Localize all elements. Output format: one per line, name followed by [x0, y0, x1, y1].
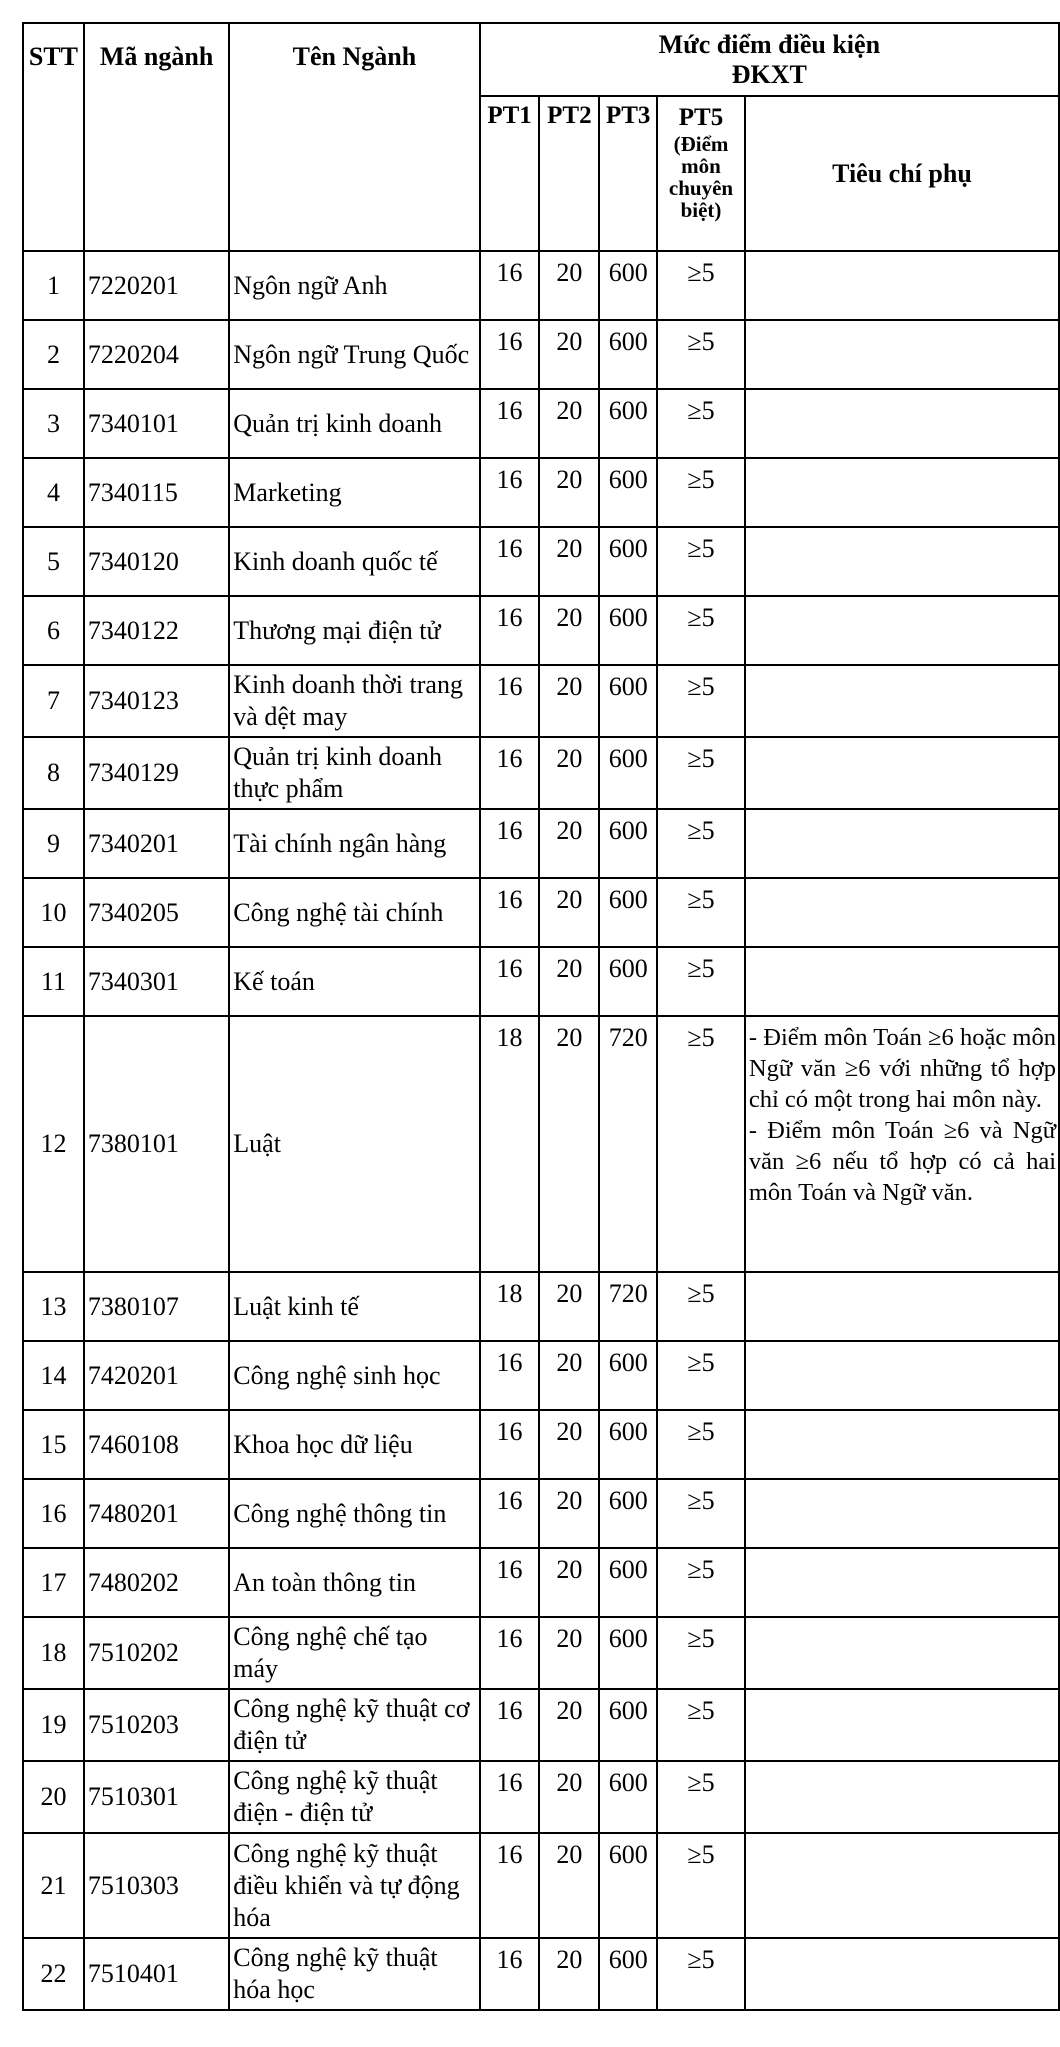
header-ten-nganh: Tên Ngành [229, 23, 479, 251]
row-stt: 13 [23, 1272, 84, 1341]
row-stt: 11 [23, 947, 84, 1016]
row-pt5: ≥5 [657, 596, 745, 665]
row-pt1: 16 [480, 1479, 540, 1548]
row-stt: 10 [23, 878, 84, 947]
row-pt5: ≥5 [657, 1272, 745, 1341]
row-pt1: 16 [480, 1833, 540, 1938]
row-pt5: ≥5 [657, 809, 745, 878]
row-ma-nganh: 7480201 [84, 1479, 229, 1548]
row-ma-nganh: 7510301 [84, 1761, 229, 1833]
row-pt1: 16 [480, 1689, 540, 1761]
row-tieu-chi-phu [745, 665, 1059, 737]
row-ten-nganh: Kinh doanh thời trang và dệt may [229, 665, 479, 737]
row-ten-nganh: Công nghệ sinh học [229, 1341, 479, 1410]
row-pt3: 720 [599, 1016, 657, 1272]
table-row [23, 1617, 1059, 1689]
header-pt3: PT3 [599, 96, 657, 251]
row-stt: 4 [23, 458, 84, 527]
row-pt2: 20 [539, 878, 599, 947]
row-pt5: ≥5 [657, 1938, 745, 2010]
row-pt5: ≥5 [657, 527, 745, 596]
row-ten-nganh: Công nghệ kỹ thuật hóa học [229, 1938, 479, 2010]
header-row-top [23, 23, 1059, 96]
row-stt: 2 [23, 320, 84, 389]
row-ten-nganh: Kinh doanh quốc tế [229, 527, 479, 596]
row-pt3: 600 [599, 947, 657, 1016]
row-pt1: 16 [480, 665, 540, 737]
row-ma-nganh: 7510203 [84, 1689, 229, 1761]
row-pt1: 16 [480, 1341, 540, 1410]
row-stt: 21 [23, 1833, 84, 1938]
row-ma-nganh: 7380107 [84, 1272, 229, 1341]
row-pt3: 600 [599, 1479, 657, 1548]
row-stt: 1 [23, 251, 84, 320]
row-ma-nganh: 7480202 [84, 1548, 229, 1617]
table-row [23, 809, 1059, 878]
row-ma-nganh: 7340205 [84, 878, 229, 947]
row-pt1: 16 [480, 809, 540, 878]
table-row [23, 878, 1059, 947]
row-pt5: ≥5 [657, 1617, 745, 1689]
row-stt: 14 [23, 1341, 84, 1410]
row-pt2: 20 [539, 320, 599, 389]
row-tieu-chi-phu [745, 1479, 1059, 1548]
row-pt1: 16 [480, 596, 540, 665]
row-ma-nganh: 7340120 [84, 527, 229, 596]
row-tieu-chi-phu [745, 1617, 1059, 1689]
row-pt2: 20 [539, 596, 599, 665]
row-tieu-chi-phu [745, 947, 1059, 1016]
row-pt2: 20 [539, 1410, 599, 1479]
header-pt5-note-3: chuyên [668, 176, 734, 200]
row-ten-nganh: An toàn thông tin [229, 1548, 479, 1617]
header-pt5 [657, 96, 745, 251]
row-pt3: 600 [599, 1548, 657, 1617]
row-tieu-chi-phu: - Điểm môn Toán ≥6 hoặc môn Ngữ văn ≥6 với những tổ hợp chỉ có một trong hai môn này. - Điểm môn Toán ≥6 và Ngữ văn ≥6 nếu tổ hợp có cả hai môn Toán và Ngữ văn. [745, 1016, 1059, 1272]
row-ma-nganh: 7220204 [84, 320, 229, 389]
row-tieu-chi-phu [745, 1761, 1059, 1833]
row-pt5: ≥5 [657, 1479, 745, 1548]
row-ten-nganh: Ngôn ngữ Trung Quốc [229, 320, 479, 389]
row-pt3: 720 [599, 1272, 657, 1341]
row-pt3: 600 [599, 458, 657, 527]
row-pt2: 20 [539, 1689, 599, 1761]
row-pt3: 600 [599, 1761, 657, 1833]
row-stt: 16 [23, 1479, 84, 1548]
row-ma-nganh: 7510401 [84, 1938, 229, 2010]
row-pt3: 600 [599, 1617, 657, 1689]
row-pt3: 600 [599, 737, 657, 809]
row-pt3: 600 [599, 596, 657, 665]
table-row [23, 737, 1059, 809]
row-pt3: 600 [599, 527, 657, 596]
row-pt1: 16 [480, 1617, 540, 1689]
row-pt1: 16 [480, 458, 540, 527]
row-stt: 8 [23, 737, 84, 809]
row-ma-nganh: 7340115 [84, 458, 229, 527]
row-pt1: 18 [480, 1272, 540, 1341]
row-tieu-chi-phu [745, 1548, 1059, 1617]
header-muc-diem-line1: Mức điểm điều kiện [658, 29, 881, 59]
row-stt: 3 [23, 389, 84, 458]
row-tieu-chi-phu [745, 809, 1059, 878]
row-pt3: 600 [599, 1938, 657, 2010]
row-pt3: 600 [599, 1341, 657, 1410]
row-ten-nganh: Công nghệ kỹ thuật điều khiển và tự động hóa [229, 1833, 479, 1938]
row-pt1: 16 [480, 1410, 540, 1479]
row-pt2: 20 [539, 527, 599, 596]
score-table [22, 22, 1060, 2011]
table-row [23, 596, 1059, 665]
row-pt2: 20 [539, 1761, 599, 1833]
row-pt5: ≥5 [657, 251, 745, 320]
table-row [23, 1548, 1059, 1617]
row-pt1: 16 [480, 251, 540, 320]
table-row [23, 320, 1059, 389]
row-tieu-chi-phu [745, 1272, 1059, 1341]
row-pt3: 600 [599, 320, 657, 389]
row-pt5: ≥5 [657, 1341, 745, 1410]
table-body [23, 251, 1059, 2010]
header-pt5-note-4: biệt) [680, 198, 722, 222]
row-ma-nganh: 7460108 [84, 1410, 229, 1479]
row-stt: 22 [23, 1938, 84, 2010]
row-ma-nganh: 7510202 [84, 1617, 229, 1689]
row-tieu-chi-phu [745, 527, 1059, 596]
row-ma-nganh: 7510303 [84, 1833, 229, 1938]
row-pt5: ≥5 [657, 1761, 745, 1833]
table-row [23, 458, 1059, 527]
row-tieu-chi-phu [745, 878, 1059, 947]
table-row [23, 947, 1059, 1016]
row-tieu-chi-phu [745, 1341, 1059, 1410]
row-pt1: 16 [480, 878, 540, 947]
row-pt5: ≥5 [657, 947, 745, 1016]
row-pt5: ≥5 [657, 665, 745, 737]
row-pt3: 600 [599, 251, 657, 320]
row-tieu-chi-phu [745, 1410, 1059, 1479]
row-pt1: 16 [480, 737, 540, 809]
row-pt5: ≥5 [657, 320, 745, 389]
row-stt: 18 [23, 1617, 84, 1689]
row-pt3: 600 [599, 1689, 657, 1761]
row-pt2: 20 [539, 1016, 599, 1272]
row-ma-nganh: 7340301 [84, 947, 229, 1016]
row-stt: 15 [23, 1410, 84, 1479]
row-tieu-chi-phu [745, 389, 1059, 458]
row-ten-nganh: Công nghệ chế tạo máy [229, 1617, 479, 1689]
row-ma-nganh: 7340201 [84, 809, 229, 878]
row-pt5: ≥5 [657, 1548, 745, 1617]
table-row [23, 1341, 1059, 1410]
row-pt2: 20 [539, 737, 599, 809]
table-row [23, 1016, 1059, 1272]
row-pt3: 600 [599, 809, 657, 878]
row-stt: 20 [23, 1761, 84, 1833]
row-pt5: ≥5 [657, 1833, 745, 1938]
row-tieu-chi-phu [745, 458, 1059, 527]
row-ma-nganh: 7340123 [84, 665, 229, 737]
row-pt3: 600 [599, 1833, 657, 1938]
row-tieu-chi-phu [745, 1689, 1059, 1761]
header-muc-diem [480, 23, 1059, 96]
row-pt2: 20 [539, 665, 599, 737]
row-pt1: 16 [480, 1761, 540, 1833]
row-pt1: 16 [480, 1938, 540, 2010]
row-pt1: 16 [480, 1548, 540, 1617]
row-pt5: ≥5 [657, 1410, 745, 1479]
table-row [23, 1761, 1059, 1833]
table-row [23, 1410, 1059, 1479]
row-stt: 17 [23, 1548, 84, 1617]
row-ten-nganh: Marketing [229, 458, 479, 527]
row-ten-nganh: Luật kinh tế [229, 1272, 479, 1341]
row-pt1: 18 [480, 1016, 540, 1272]
row-stt: 9 [23, 809, 84, 878]
row-pt5: ≥5 [657, 878, 745, 947]
row-ma-nganh: 7340122 [84, 596, 229, 665]
row-stt: 6 [23, 596, 84, 665]
row-ten-nganh: Công nghệ tài chính [229, 878, 479, 947]
table-row [23, 1938, 1059, 2010]
row-pt2: 20 [539, 1479, 599, 1548]
header-ma-nganh: Mã ngành [84, 23, 229, 251]
header-pt5-note-1: (Điểm [673, 132, 729, 156]
row-pt2: 20 [539, 1548, 599, 1617]
row-tieu-chi-phu [745, 737, 1059, 809]
row-pt1: 16 [480, 527, 540, 596]
table-row [23, 665, 1059, 737]
table-row [23, 1689, 1059, 1761]
row-stt: 7 [23, 665, 84, 737]
row-ten-nganh: Công nghệ thông tin [229, 1479, 479, 1548]
row-pt1: 16 [480, 320, 540, 389]
row-tieu-chi-phu [745, 1833, 1059, 1938]
header-pt2: PT2 [539, 96, 599, 251]
row-pt5: ≥5 [657, 1016, 745, 1272]
row-ten-nganh: Luật [229, 1016, 479, 1272]
row-pt2: 20 [539, 1617, 599, 1689]
row-pt1: 16 [480, 947, 540, 1016]
row-pt2: 20 [539, 947, 599, 1016]
row-tieu-chi-phu [745, 1938, 1059, 2010]
table-row [23, 389, 1059, 458]
row-ten-nganh: Ngôn ngữ Anh [229, 251, 479, 320]
row-stt: 12 [23, 1016, 84, 1272]
table-row [23, 1833, 1059, 1938]
row-pt1: 16 [480, 389, 540, 458]
table-row [23, 1479, 1059, 1548]
row-ten-nganh: Thương mại điện tử [229, 596, 479, 665]
header-stt: STT [23, 23, 84, 251]
row-pt5: ≥5 [657, 1689, 745, 1761]
row-pt2: 20 [539, 809, 599, 878]
row-stt: 5 [23, 527, 84, 596]
row-pt5: ≥5 [657, 737, 745, 809]
row-ma-nganh: 7340129 [84, 737, 229, 809]
header-tieu-chi-phu: Tiêu chí phụ [745, 96, 1059, 251]
row-stt: 19 [23, 1689, 84, 1761]
row-ma-nganh: 7220201 [84, 251, 229, 320]
row-ten-nganh: Tài chính ngân hàng [229, 809, 479, 878]
row-pt2: 20 [539, 251, 599, 320]
admission-score-document [22, 22, 1060, 2011]
row-pt3: 600 [599, 389, 657, 458]
table-row [23, 527, 1059, 596]
header-dkxt: ĐKXT [731, 59, 807, 89]
row-ten-nganh: Quản trị kinh doanh [229, 389, 479, 458]
row-pt3: 600 [599, 1410, 657, 1479]
row-ten-nganh: Quản trị kinh doanh thực phẩm [229, 737, 479, 809]
row-pt5: ≥5 [657, 389, 745, 458]
row-pt2: 20 [539, 1341, 599, 1410]
table-row [23, 1272, 1059, 1341]
row-tieu-chi-phu [745, 596, 1059, 665]
row-pt2: 20 [539, 1833, 599, 1938]
row-pt2: 20 [539, 1938, 599, 2010]
row-ten-nganh: Khoa học dữ liệu [229, 1410, 479, 1479]
row-ma-nganh: 7420201 [84, 1341, 229, 1410]
row-pt2: 20 [539, 1272, 599, 1341]
row-tieu-chi-phu [745, 320, 1059, 389]
row-ma-nganh: 7380101 [84, 1016, 229, 1272]
row-tieu-chi-phu [745, 251, 1059, 320]
row-pt5: ≥5 [657, 458, 745, 527]
row-pt3: 600 [599, 665, 657, 737]
row-pt2: 20 [539, 389, 599, 458]
row-ten-nganh: Kế toán [229, 947, 479, 1016]
header-pt1: PT1 [480, 96, 540, 251]
header-pt5-note-2: môn [681, 154, 721, 178]
row-pt3: 600 [599, 878, 657, 947]
header-pt5-title: PT5 [678, 104, 724, 131]
row-ten-nganh: Công nghệ kỹ thuật cơ điện tử [229, 1689, 479, 1761]
row-ten-nganh: Công nghệ kỹ thuật điện - điện tử [229, 1761, 479, 1833]
row-pt2: 20 [539, 458, 599, 527]
table-row [23, 251, 1059, 320]
row-ma-nganh: 7340101 [84, 389, 229, 458]
